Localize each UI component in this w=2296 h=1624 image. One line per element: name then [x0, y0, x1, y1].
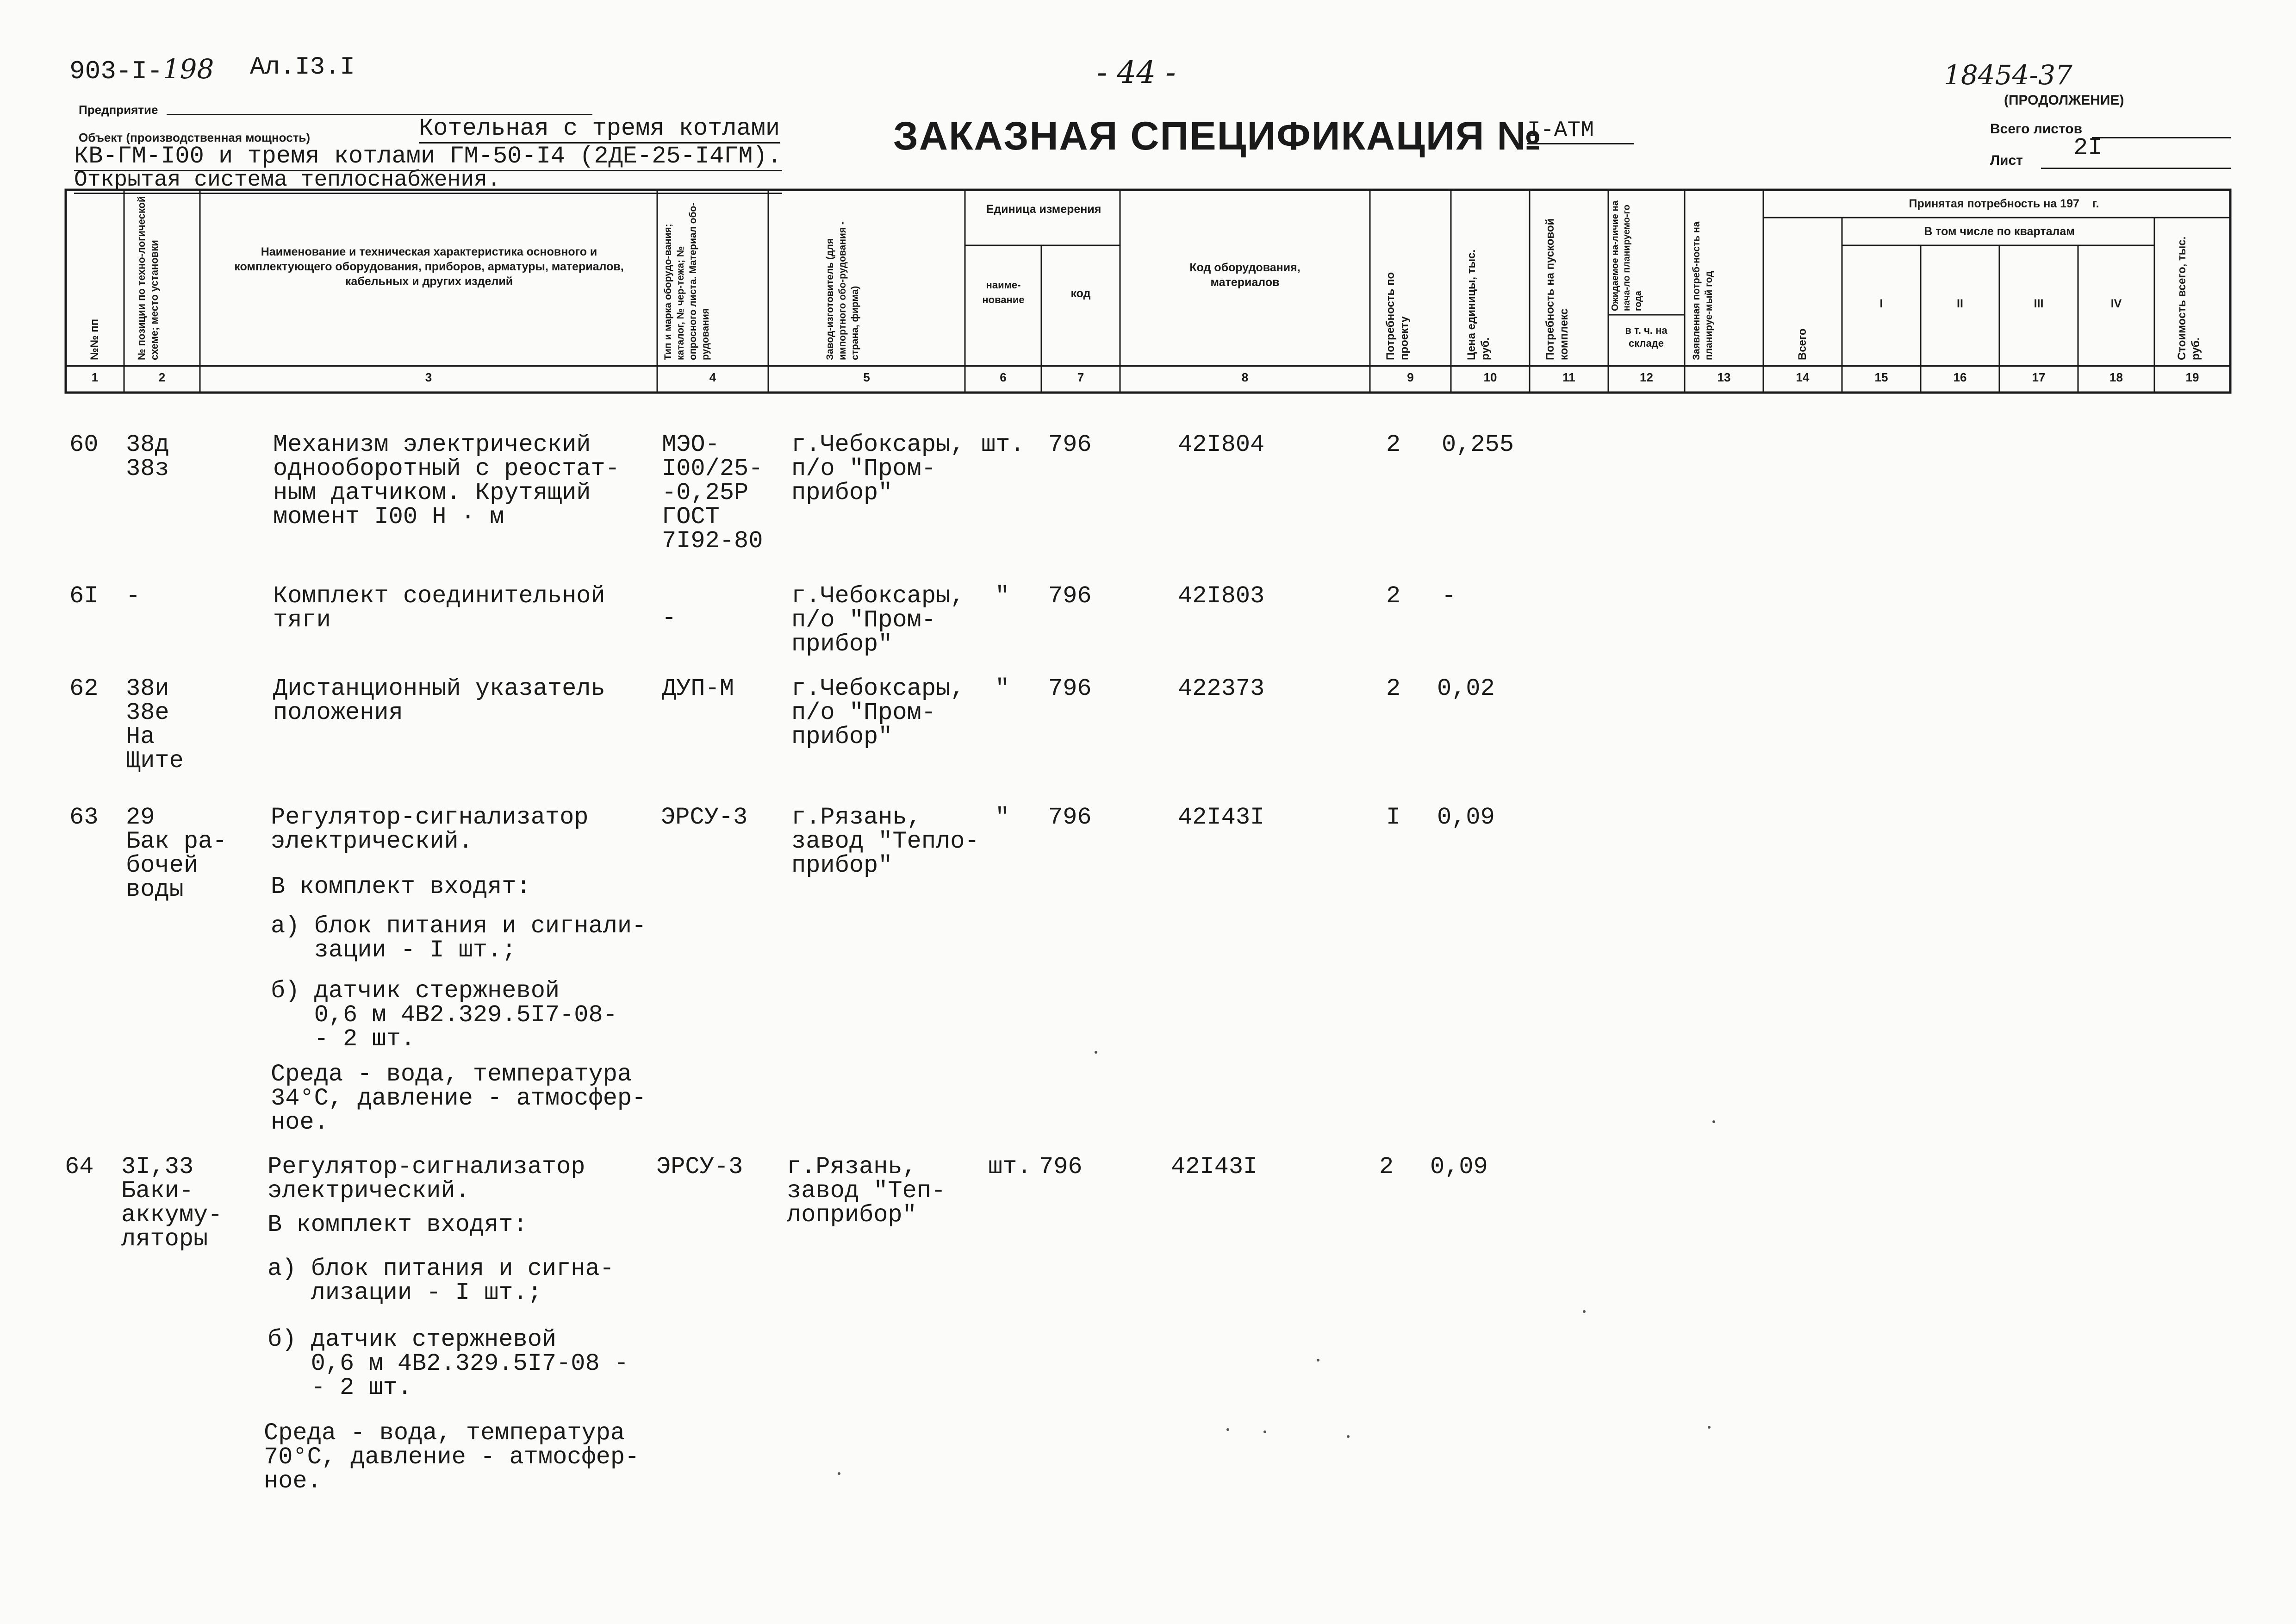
- row-num: 6I: [69, 582, 99, 610]
- scan-speck: [1583, 1310, 1586, 1313]
- column-number: 10: [1483, 370, 1497, 384]
- column-number: 1: [91, 370, 99, 384]
- album-number: Ал.I3.I: [250, 53, 355, 81]
- row-unit-code: 796: [1048, 804, 1092, 831]
- row-price: 0,09: [1430, 1153, 1488, 1181]
- quarter-group-header: В том числе по кварталам: [1924, 225, 2075, 238]
- column-number: 6: [1000, 370, 1007, 384]
- row-position: 38д 38з: [126, 431, 169, 482]
- col-header-position: № позиции по техно-логической схеме; место установки: [136, 196, 160, 360]
- spec-number: I-АТМ: [1527, 118, 1634, 144]
- row-equipment-code: 422373: [1178, 675, 1265, 702]
- accepted-group-header: Принятая потребность на 197 г.: [1909, 197, 2099, 210]
- row-type: МЭО- I00/25- -0,25Р ГОСТ 7I92-80: [662, 431, 763, 555]
- col-header-equipment-code: Код оборудования, материалов: [1189, 261, 1300, 289]
- col-header-q2: II: [1957, 297, 1963, 310]
- row-name-detail: б) датчик стержневой 0,6 м 4В2.329.5I7-08 - - 2 шт.: [268, 1326, 629, 1401]
- row-price: -: [1442, 582, 1456, 610]
- scan-speck: [1317, 1359, 1319, 1362]
- scan-speck: [838, 1472, 840, 1475]
- column-number: 11: [1562, 370, 1575, 384]
- column-number: 5: [863, 370, 870, 384]
- col-header-q3: III: [2034, 297, 2044, 310]
- row-num: 62: [69, 675, 99, 702]
- column-number: 3: [425, 370, 432, 384]
- row-unit: шт.: [981, 431, 1025, 458]
- row-unit: шт.: [988, 1153, 1032, 1181]
- scan-speck: [1712, 1120, 1715, 1123]
- column-number: 4: [709, 370, 716, 384]
- column-number: 7: [1077, 370, 1084, 384]
- row-type: ДУП-М: [662, 675, 734, 702]
- scan-speck: [1095, 1051, 1097, 1054]
- row-name-detail: Среда - вода, температура 34°С, давление - атмосфер- ное.: [271, 1061, 647, 1136]
- row-position: 3I,33 Баки- аккуму- ляторы: [121, 1153, 223, 1253]
- col-header-unit-price: Цена единицы, тыс. руб.: [1465, 249, 1492, 360]
- row-position: 29 Бак ра- бочей воды: [126, 804, 227, 903]
- row-equipment-code: 42I804: [1178, 431, 1265, 458]
- col-header-in-stock: в т. ч. на складе: [1625, 325, 1668, 349]
- row-num: 64: [65, 1153, 94, 1181]
- object-line-1: Котельная с тремя котлами: [419, 115, 780, 144]
- col-header-unit-name: наиме-нование: [982, 279, 1025, 306]
- row-equipment-code: 42I803: [1178, 582, 1265, 610]
- row-equipment-code: 42I43I: [1178, 804, 1265, 831]
- row-unit-code: 796: [1048, 431, 1092, 458]
- col-header-unit-code: код: [1070, 287, 1091, 300]
- sheet-number: 2I: [2073, 134, 2103, 162]
- row-quantity: 2: [1386, 675, 1401, 702]
- row-equipment-code: 42I43I: [1171, 1153, 1258, 1181]
- column-number: 2: [158, 370, 166, 384]
- row-unit-code: 796: [1039, 1153, 1083, 1181]
- row-name-detail: В комплект входят:: [271, 873, 531, 900]
- row-name-detail: а) блок питания и сигна- лизации - I шт.;: [268, 1255, 614, 1306]
- continuation-label: (ПРОДОЛЖЕНИЕ): [2004, 93, 2124, 108]
- scan-speck: [1708, 1426, 1711, 1429]
- row-unit-code: 796: [1048, 582, 1092, 610]
- row-name: Регулятор-сигнализатор электрический.: [268, 1153, 585, 1205]
- row-num: 60: [69, 431, 99, 458]
- row-maker: г.Чебоксары, п/о "Пром- прибор": [791, 675, 965, 750]
- row-type: ЭРСУ-3: [661, 804, 748, 831]
- enterprise-label: Предприятие: [79, 103, 158, 117]
- row-price: 0,255: [1442, 431, 1514, 458]
- col-header-project-need: Потребность по проекту: [1384, 272, 1411, 360]
- column-number: 15: [1874, 370, 1888, 384]
- col-header-name: Наименование и техническая характеристика основного и комплектующего оборудования, приборов, арматуры, материалов, кабельных и других изделий: [234, 245, 624, 288]
- row-quantity: 2: [1386, 431, 1401, 458]
- row-name: Комплект соединительной тяги: [273, 582, 605, 634]
- col-header-expected: Ожидаемое на-личие на нача-ло планируемо-го года: [1610, 200, 1643, 311]
- col-header-startup-need: Потребность на пусковой комплекс: [1544, 218, 1570, 360]
- sheet-label: Лист: [1990, 153, 2023, 168]
- column-number: 14: [1796, 370, 1810, 384]
- row-type: ЭРСУ-3: [656, 1153, 743, 1181]
- column-number: 17: [2032, 370, 2046, 384]
- col-header-cost: Стоимость всего, тыс. руб.: [2176, 236, 2202, 360]
- row-unit-code: 796: [1048, 675, 1092, 702]
- column-number: 18: [2109, 370, 2123, 384]
- row-price: 0,02: [1437, 675, 1495, 702]
- scan-speck: [1226, 1428, 1229, 1431]
- total-sheets-label: Всего листов: [1990, 121, 2083, 137]
- row-position: 38и 38е На Щите: [126, 675, 184, 775]
- row-name-detail: б) датчик стержневой 0,6 м 4В2.329.5I7-08- - 2 шт.: [271, 977, 617, 1053]
- row-maker: г.Чебоксары, п/о "Пром- прибор": [791, 582, 965, 658]
- row-unit: ": [995, 804, 1010, 831]
- row-name: Регулятор-сигнализатор электрический.: [271, 804, 589, 855]
- row-unit: ": [995, 675, 1010, 702]
- row-name: Дистанционный указатель положения: [273, 675, 605, 726]
- row-maker: г.Рязань, завод "Тепло- прибор": [791, 804, 979, 879]
- object-label: Объект (производственная мощность): [79, 131, 311, 144]
- column-number: 19: [2185, 370, 2199, 384]
- row-name: Механизм электрический однооборотный с реостат- ным датчиком. Крутящий момент I00 Н · м: [273, 431, 620, 531]
- object-line-2: КВ-ГМ-I00 и тремя котлами ГМ-50-I4 (2ДЕ-25-I4ГМ).: [74, 143, 782, 171]
- column-number: 12: [1640, 370, 1653, 384]
- row-name-detail: а) блок питания и сигнали- зации - I шт.;: [271, 912, 647, 964]
- col-header-declared: Заявленная потреб-ность на планируе-мый год: [1691, 221, 1714, 360]
- row-quantity: 2: [1386, 582, 1401, 610]
- row-type: -: [662, 605, 677, 632]
- unit-group-header: Единица измерения: [986, 203, 1101, 216]
- stamp-number: 18454-37: [1944, 59, 2072, 91]
- document-code-handwritten: 198: [162, 53, 214, 85]
- row-num: 63: [69, 804, 99, 831]
- spec-title: ЗАКАЗНАЯ СПЕЦИФИКАЦИЯ №: [893, 114, 1543, 158]
- col-header-num: №№ пп: [88, 319, 101, 360]
- object-line-3: Открытая система теплоснабжения.: [74, 168, 782, 194]
- row-maker: г.Рязань, завод "Теп- лоприбор": [787, 1153, 946, 1229]
- row-name-detail: В комплект входят:: [268, 1211, 528, 1238]
- column-number: 8: [1241, 370, 1249, 384]
- document-code-printed: 903-I-: [69, 56, 163, 86]
- row-quantity: 2: [1379, 1153, 1394, 1181]
- col-header-maker: Завод-изготовитель (для импортного обо-рудования - страна, фирма): [825, 221, 860, 360]
- col-header-q4: IV: [2110, 297, 2122, 310]
- row-price: 0,09: [1437, 804, 1495, 831]
- page-number: - 44 -: [1097, 55, 1176, 90]
- col-header-total: Всего: [1796, 328, 1809, 360]
- col-header-q1: I: [1879, 297, 1883, 310]
- row-position: -: [126, 582, 141, 610]
- row-maker: г.Чебоксары, п/о "Пром- прибор": [791, 431, 965, 506]
- row-quantity: I: [1386, 804, 1401, 831]
- scan-speck: [1347, 1435, 1350, 1438]
- column-number: 9: [1407, 370, 1414, 384]
- column-number: 13: [1717, 370, 1731, 384]
- column-number: 16: [1953, 370, 1967, 384]
- row-unit: ": [995, 582, 1010, 610]
- col-header-type: Тип и марка оборудо-вания; каталог, № чер-тежа; № опросного листа. Материал обо-рудования: [663, 202, 711, 360]
- scan-speck: [1263, 1430, 1266, 1433]
- row-name-detail: Среда - вода, температура 70°С, давление - атмосфер- ное.: [264, 1419, 640, 1495]
